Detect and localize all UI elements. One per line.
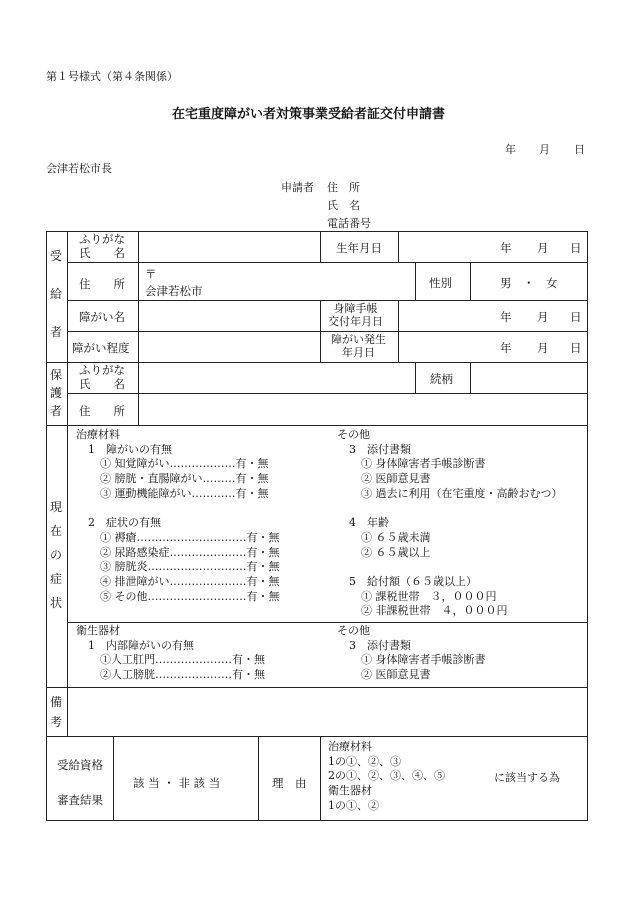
hygiene-left-line: ②人工膀胱…………………有・無 [100,668,265,682]
furigana-label: ふりがな [79,232,125,246]
hygiene-equipment-list [76,624,265,683]
disability-name-label: 障がい名 [79,310,125,324]
disability-name-field[interactable] [139,301,319,330]
applicant-label: 申請者 [281,181,314,194]
symptom-left-line: ② 尿路感染症…………………有・無 [100,545,280,559]
symptom-left-line: ③ 運動機能障がい…………有・無 [100,486,269,500]
birthdate-field[interactable] [399,232,587,261]
disability-level-field[interactable] [139,332,319,361]
relationship-label: 続柄 [430,372,453,386]
onset-year-label: 年 [500,341,512,355]
symptom-right-line [337,502,563,517]
applicant-phone-label: 電話番号 [327,217,371,230]
symptom-left-line [76,502,280,517]
hygiene-right-line: ① 身体障害者手帳診断書 [361,653,486,667]
cert-day-label: 日 [570,310,582,324]
form-number: 第１号様式（第４条関係） [46,70,178,83]
guardian-name-field[interactable] [139,363,414,392]
hygiene-right-line: その他 [337,624,370,637]
year-label: 年 [505,143,516,156]
onset-date-field[interactable] [399,332,587,361]
onset-day-label: 日 [570,341,582,355]
hygiene-left-line: 衛生器材 [76,624,120,637]
recipient-section-label: 受 給 者 [49,249,62,340]
remarks-field[interactable] [68,688,587,735]
treatment-materials-list [76,428,280,604]
disability-level-label: 障がい程度 [72,341,130,355]
review-label-2: 審査結果 [57,793,103,807]
review-result-choice[interactable]: 該 当 ・ 非 該 当 [133,776,221,790]
symptom-right-line: 5 給付額（６５歳以上） [349,575,477,588]
guardian-address-field[interactable] [139,394,587,424]
relationship-field[interactable] [471,363,587,392]
symptom-right-line: ② ６５歳以上 [361,545,431,559]
applies-text: に該当する為 [494,771,560,784]
reason-line: 1の①、②、③ [328,754,401,768]
birth-day-label: 日 [570,241,582,255]
symptom-right-line: 4 年齢 [349,516,389,530]
symptom-left-line: 治療材料 [76,428,120,441]
hygiene-left-line: ①人工肛門…………………有・無 [100,653,265,667]
gender-choice[interactable]: 男 ・ 女 [500,276,558,290]
other-items-list [337,428,563,619]
symptom-right-line [337,560,563,575]
gender-label: 性別 [429,276,452,290]
symptom-right-line: ① ６５歳未満 [361,530,431,544]
guardian-name-label: 氏 名 [79,377,125,391]
guardian-address-label: 住 所 [79,404,125,418]
addressee: 会津若松市長 [46,162,112,175]
symptom-left-line: ① 知覚障がい………………有・無 [100,457,269,471]
address-label: 住 所 [79,277,125,291]
page-title: 在宅重度障がい者対策事業受給者証交付申請書 [172,107,446,122]
onset-label-1: 障がい発生 [331,333,386,346]
onset-label-2: 年月日 [342,346,375,359]
reason-lines [328,740,445,813]
hygiene-right-line: ② 医師意見書 [361,668,431,682]
hygiene-right-line: 3 添付書類 [349,638,411,652]
symptom-left-line: ③ 膀胱炎………………………有・無 [100,560,280,574]
symptom-right-line: ① 課税世帯 ３，０００円 [361,589,497,603]
review-label-1: 受給資格 [57,758,103,772]
symptom-left-line: ⑤ その他………………………有・無 [100,589,280,603]
day-label: 日 [574,143,585,156]
symptom-left-line: 1 障がいの有無 [88,442,172,456]
reason-label: 理 由 [272,776,307,790]
certificate-label-1: 身障手帳 [333,302,378,315]
birth-month-label: 月 [537,241,549,255]
birth-year-label: 年 [500,241,512,255]
reason-line: 衛生器材 [328,784,372,798]
reason-line: 治療材料 [328,740,372,753]
applicant-name-label: 氏 名 [327,199,360,212]
symptom-left-line: ④ 排泄障がい…………………有・無 [100,575,280,589]
symptom-right-line: ① 身体障害者手帳診断書 [361,457,486,471]
hygiene-left-line: 1 内部障がいの有無 [88,638,194,652]
certificate-date-field[interactable] [399,301,587,330]
month-label: 月 [539,143,550,156]
postal-mark: 〒 [145,267,157,281]
name-label: 氏 名 [79,246,125,260]
symptom-right-line: 3 添付書類 [349,442,411,456]
hygiene-other-list [337,624,486,683]
symptom-right-line: ② 医師意見書 [361,472,431,486]
recipient-name-field[interactable] [139,232,319,261]
symptom-left-line: ① 褥瘡…………………………有・無 [100,530,280,544]
guardian-section-label: 保 護 者 [49,368,62,418]
city-text: 会津若松市 [145,284,203,298]
symptom-right-line: その他 [337,428,370,441]
symptoms-section-label: 現 在 の 症 状 [49,500,62,610]
symptom-left-line: ② 膀胱・直腸障がい………有・無 [100,472,269,486]
cert-year-label: 年 [500,310,512,324]
birthdate-label: 生年月日 [336,241,382,255]
symptom-right-line: ② 非課税世帯 ４，０００円 [361,604,508,618]
cert-month-label: 月 [537,310,549,324]
onset-month-label: 月 [537,341,549,355]
symptom-right-line: ③ 過去に利用（在宅重度・高齢おむつ） [361,486,563,500]
guardian-furigana-label: ふりがな [79,363,125,377]
symptom-left-line: 2 症状の有無 [88,516,161,530]
applicant-address-label: 住 所 [327,181,360,194]
certificate-label-2: 交付年月日 [328,315,383,328]
reason-line: 2の①、②、③、④、⑤ [328,769,445,783]
remarks-label: 備 考 [49,695,62,729]
reason-line: 1の①、② [328,798,379,812]
